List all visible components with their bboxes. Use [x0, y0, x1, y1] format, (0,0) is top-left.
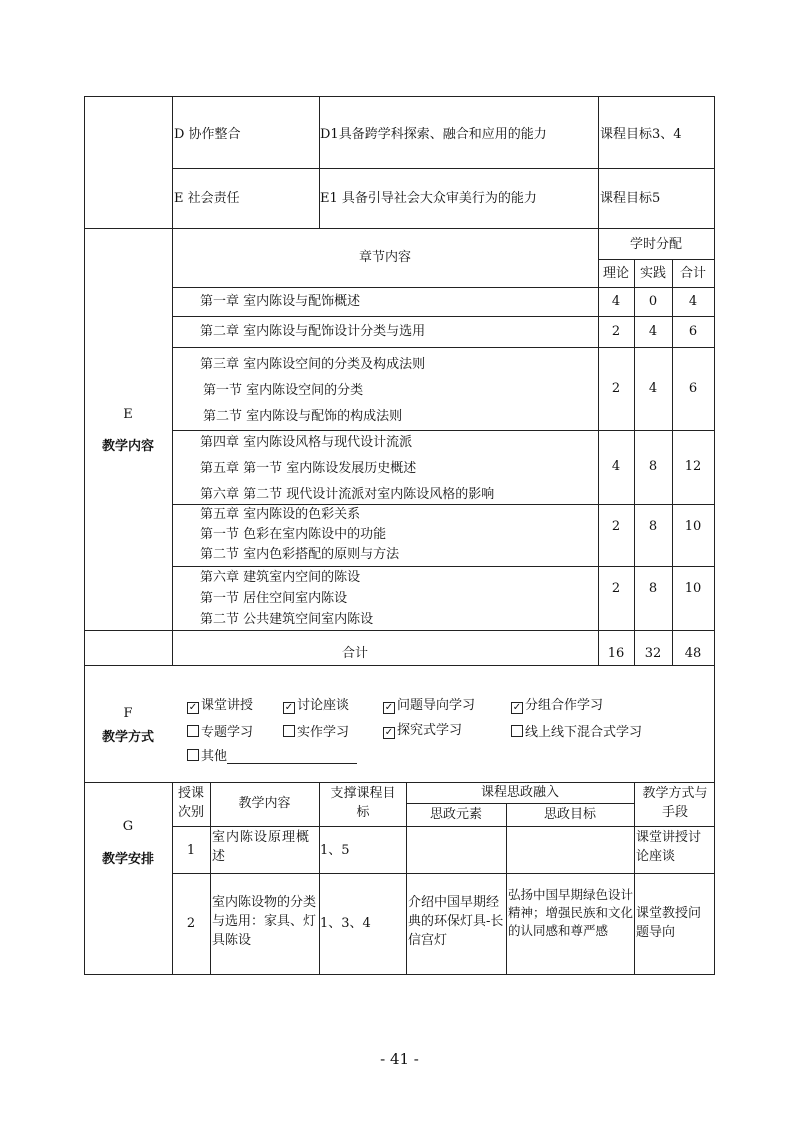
theory-hours: 2: [611, 519, 621, 534]
practice-hours: 8: [648, 459, 658, 474]
competency-ability: D1具备跨学科探索、融合和应用的能力: [320, 127, 547, 142]
schedule-support: 1、3、4: [320, 916, 371, 931]
theory-hours: 4: [611, 294, 621, 309]
sum-practice: 32: [644, 646, 662, 661]
chapter-line: 第一节 室内陈设空间的分类: [203, 383, 364, 398]
chapter-line: 第六章 建筑室内空间的陈设: [200, 570, 361, 585]
checkbox-checked-icon[interactable]: ✓: [284, 702, 294, 713]
schedule-method: 课堂教授问题导向: [636, 906, 702, 940]
method-option[interactable]: ✓ 探究式学习: [384, 723, 463, 738]
method-option[interactable]: 专题学习: [187, 724, 253, 740]
schedule-goal: 弘扬中国早期绿色设计精神；增强民族和文化的认同感和尊严感: [508, 887, 634, 939]
total-hours: 6: [688, 381, 698, 396]
schedule-method: 课堂讲授讨论座谈: [636, 830, 702, 864]
competency-target: 课程目标3、4: [600, 127, 682, 142]
checkbox-empty-icon[interactable]: [187, 725, 199, 737]
theory-hours: 2: [611, 381, 621, 396]
competency-code: E 社会责任: [174, 191, 240, 206]
chapter-line: 第一节 色彩在室内陈设中的功能: [200, 527, 387, 542]
chapter-line: 第三章 室内陈设空间的分类及构成法则: [200, 357, 426, 372]
sum-label: 合计: [341, 646, 368, 661]
total-hours: 4: [688, 294, 698, 309]
method-option[interactable]: ✓ 讨论座谈: [284, 698, 350, 713]
chapter-line: 第五章 第一节 室内陈设发展历史概述: [200, 461, 417, 476]
chapter-line: 第五章 室内陈设的色彩关系: [200, 507, 361, 522]
theory-hours: 2: [611, 581, 621, 596]
chapter-content-header: 章节内容: [358, 250, 411, 265]
section-e-title: 教学内容: [101, 439, 154, 454]
hours-header: 学时分配: [629, 237, 682, 252]
method-option[interactable]: ✓ 问题导向学习: [384, 698, 476, 713]
total-hours: 12: [684, 459, 702, 474]
practice-hours: 4: [648, 324, 658, 339]
checkbox-checked-icon[interactable]: ✓: [512, 702, 522, 713]
section-f-letter: F: [123, 706, 133, 721]
total-header: 合计: [679, 266, 706, 281]
total-hours: 6: [688, 324, 698, 339]
session-number: 2: [186, 916, 196, 931]
ideology-header: 课程思政融入: [480, 785, 559, 800]
schedule-support: 1、5: [320, 843, 350, 858]
chapter-line: 第一节 居住空间室内陈设: [200, 591, 348, 606]
practice-hours: 0: [648, 294, 658, 309]
ideology-element-header: 思政元素: [429, 807, 482, 822]
method-option[interactable]: 线上线下混合式学习: [511, 724, 642, 740]
chapter-line: 第二节 室内色彩搭配的原则与方法: [200, 547, 400, 562]
practice-header: 实践: [639, 266, 666, 281]
method-header: 教学方式与手段: [642, 786, 708, 820]
schedule-element: 介绍中国早期经典的环保灯具-长信宫灯: [408, 895, 504, 948]
checkbox-empty-icon[interactable]: [187, 749, 199, 761]
section-e-letter: E: [123, 407, 133, 422]
support-header: 支撑课程目标: [330, 786, 396, 820]
section-f-title: 教学方式: [101, 730, 154, 745]
chapter-line: 第一章 室内陈设与配饰概述: [200, 294, 361, 309]
total-hours: 10: [684, 519, 702, 534]
chapter-line: 第四章 室内陈设风格与现代设计流派: [200, 435, 413, 450]
other-blank-line[interactable]: [227, 751, 357, 764]
sum-total: 48: [684, 646, 702, 661]
competency-code: D 协作整合: [174, 127, 241, 142]
chapter-line: 第二章 室内陈设与配饰设计分类与选用: [200, 324, 426, 339]
checkbox-checked-icon[interactable]: ✓: [384, 727, 394, 738]
checkbox-checked-icon[interactable]: ✓: [384, 702, 394, 713]
content-header: 教学内容: [238, 796, 291, 811]
theory-hours: 4: [611, 459, 621, 474]
competency-target: 课程目标5: [600, 191, 661, 206]
checkbox-empty-icon[interactable]: [283, 725, 295, 737]
ideology-goal-header: 思政目标: [543, 807, 596, 822]
chapter-line: 第二节 室内陈设与配饰的构成法则: [203, 409, 403, 424]
chapter-line: 第二节 公共建筑空间室内陈设: [200, 612, 374, 627]
session-number: 1: [186, 843, 196, 858]
method-option[interactable]: ✓ 分组合作学习: [512, 698, 604, 713]
section-g-title: 教学安排: [101, 852, 154, 867]
theory-hours: 2: [611, 324, 621, 339]
practice-hours: 8: [648, 581, 658, 596]
sum-theory: 16: [607, 646, 625, 661]
method-option[interactable]: ✓ 课堂讲授: [188, 698, 254, 713]
practice-hours: 8: [648, 519, 658, 534]
theory-header: 理论: [602, 266, 629, 281]
session-header: 授课次别: [177, 786, 204, 820]
checkbox-checked-icon[interactable]: ✓: [188, 702, 198, 713]
chapter-line: 第六章 第二节 现代设计流派对室内陈设风格的影响: [200, 487, 495, 502]
competency-ability: E1 具备引导社会大众审美行为的能力: [320, 191, 537, 206]
page-number: - 41 -: [380, 1050, 419, 1068]
section-g-letter: G: [122, 819, 134, 834]
schedule-content: 室内陈设物的分类与选用：家具、灯具陈设: [212, 895, 317, 948]
practice-hours: 4: [648, 381, 658, 396]
schedule-content: 室内陈设原理概述: [212, 830, 311, 864]
total-hours: 10: [684, 581, 702, 596]
method-option-other[interactable]: 其他: [187, 748, 357, 764]
method-option[interactable]: 实作学习: [283, 724, 349, 740]
checkbox-empty-icon[interactable]: [511, 725, 523, 737]
